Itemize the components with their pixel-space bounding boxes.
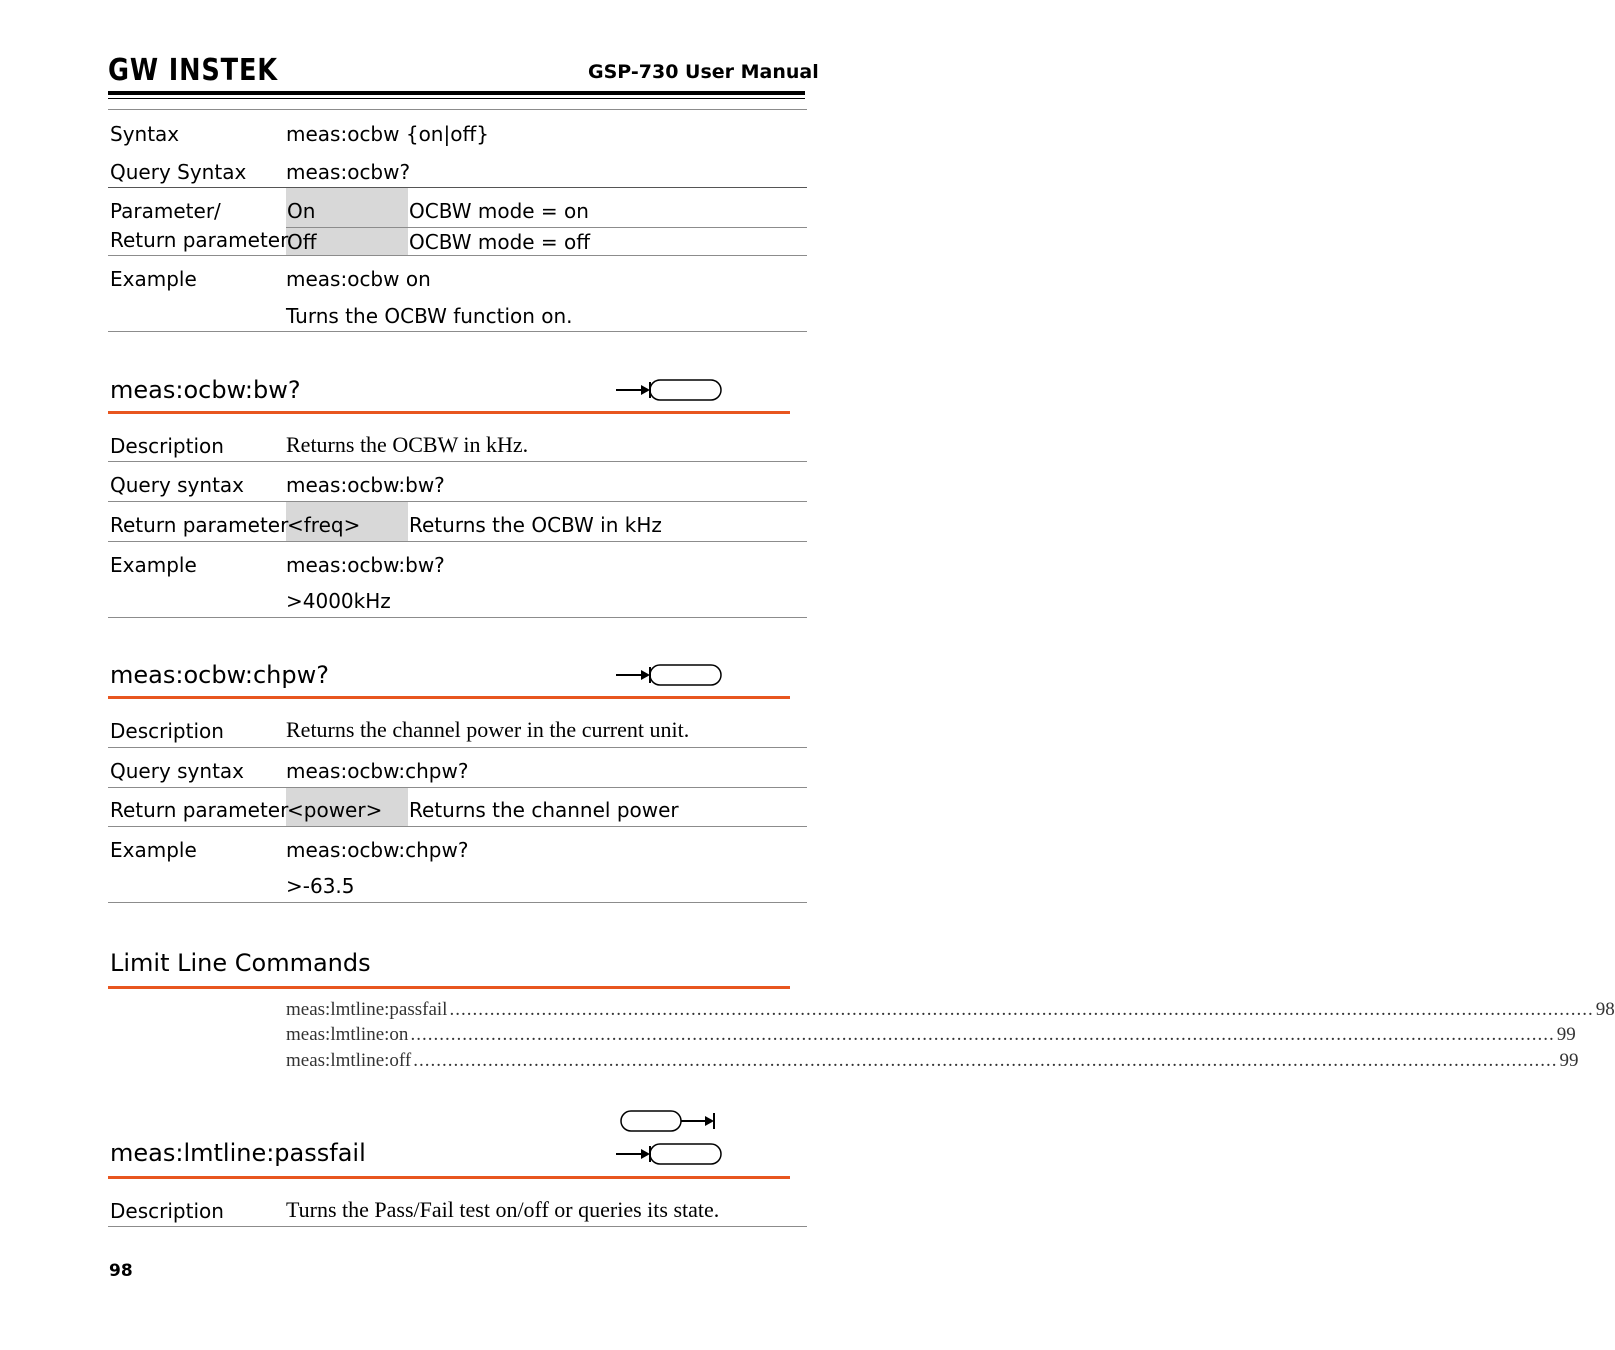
param-label-line1: Parameter/ [110,199,221,223]
divider [108,109,807,110]
query-syntax-value: meas:ocbw:bw? [286,473,445,497]
description-label: Description [110,719,224,743]
description-value: Returns the channel power in the current unit. [286,717,690,742]
description-value: Turns the Pass/Fail test on/off or queries its state. [286,1197,720,1222]
section-rule [108,411,790,414]
toc-page: 99 [1559,1050,1579,1071]
divider [108,617,807,618]
section-title: meas:lmtline:passfail [110,1139,366,1167]
divider [108,331,807,332]
toc-leader [410,1024,1554,1046]
example-command: meas:ocbw:chpw? [286,838,469,862]
query-syntax-value: meas:ocbw? [286,160,411,184]
example-label: Example [110,267,197,291]
toc-entry[interactable] [286,999,1615,1021]
return-parameter-label: Return parameter [110,798,289,822]
toc-page: 99 [1556,1024,1576,1045]
param-name: On [287,199,316,223]
example-result: >-63.5 [286,874,355,898]
toc-entry[interactable] [286,1024,1576,1046]
toc-label: meas:lmtline:passfail [286,999,448,1020]
toc-leader [413,1050,1557,1072]
syntax-value: meas:ocbw {on|off} [286,122,489,146]
chapter-heading: Limit Line Commands [110,949,371,977]
description-label: Description [110,1199,224,1223]
return-parameter-desc: Returns the OCBW in kHz [409,513,662,537]
example-command: meas:ocbw on [286,267,431,291]
page-number: 98 [109,1261,133,1281]
query-icon [614,377,724,403]
divider [286,227,807,228]
param-name: Off [287,230,317,254]
description-value: Returns the OCBW in kHz. [286,432,529,457]
divider [108,541,807,542]
section-rule [108,1176,790,1179]
section-title: meas:ocbw:bw? [110,376,301,404]
param-label-line2: Return parameter [110,228,289,252]
svg-text:GW INSTEK: GW INSTEK [108,53,279,88]
set-icon [614,1108,724,1134]
header-rule-thin [108,98,805,99]
divider [108,1226,807,1227]
return-parameter-label: Return parameter [110,513,289,537]
query-icon [614,1141,724,1167]
query-syntax-value: meas:ocbw:chpw? [286,759,469,783]
query-syntax-label: Query syntax [110,759,245,783]
query-syntax-label: Query Syntax [110,160,247,184]
section-rule [108,696,790,699]
return-parameter-desc: Returns the channel power [409,798,679,822]
example-note: Turns the OCBW function on. [286,304,573,328]
gw-instek-logo [108,53,280,88]
divider [108,461,807,462]
divider [108,255,807,256]
divider [108,501,807,502]
return-parameter-name: <power> [287,798,383,822]
divider [108,826,807,827]
toc-label: meas:lmtline:on [286,1024,409,1045]
syntax-label: Syntax [110,122,180,146]
example-label: Example [110,553,197,577]
toc-leader [449,999,1593,1021]
toc-entry[interactable] [286,1050,1579,1072]
divider [108,187,807,188]
return-parameter-name: <freq> [287,513,361,537]
header-rule-thick [108,91,805,95]
divider [108,787,807,788]
param-desc: OCBW mode = off [409,230,591,254]
manual-title: GSP-730 User Manual [588,61,819,83]
example-command: meas:ocbw:bw? [286,553,445,577]
description-label: Description [110,434,224,458]
example-result: >4000kHz [286,589,391,613]
query-syntax-label: Query syntax [110,473,245,497]
divider [108,747,807,748]
section-rule [108,986,790,989]
divider [108,902,807,903]
example-label: Example [110,838,197,862]
toc-label: meas:lmtline:off [286,1050,412,1071]
query-icon [614,662,724,688]
section-title: meas:ocbw:chpw? [110,661,329,689]
toc-page: 98 [1595,999,1615,1020]
param-desc: OCBW mode = on [409,199,589,223]
